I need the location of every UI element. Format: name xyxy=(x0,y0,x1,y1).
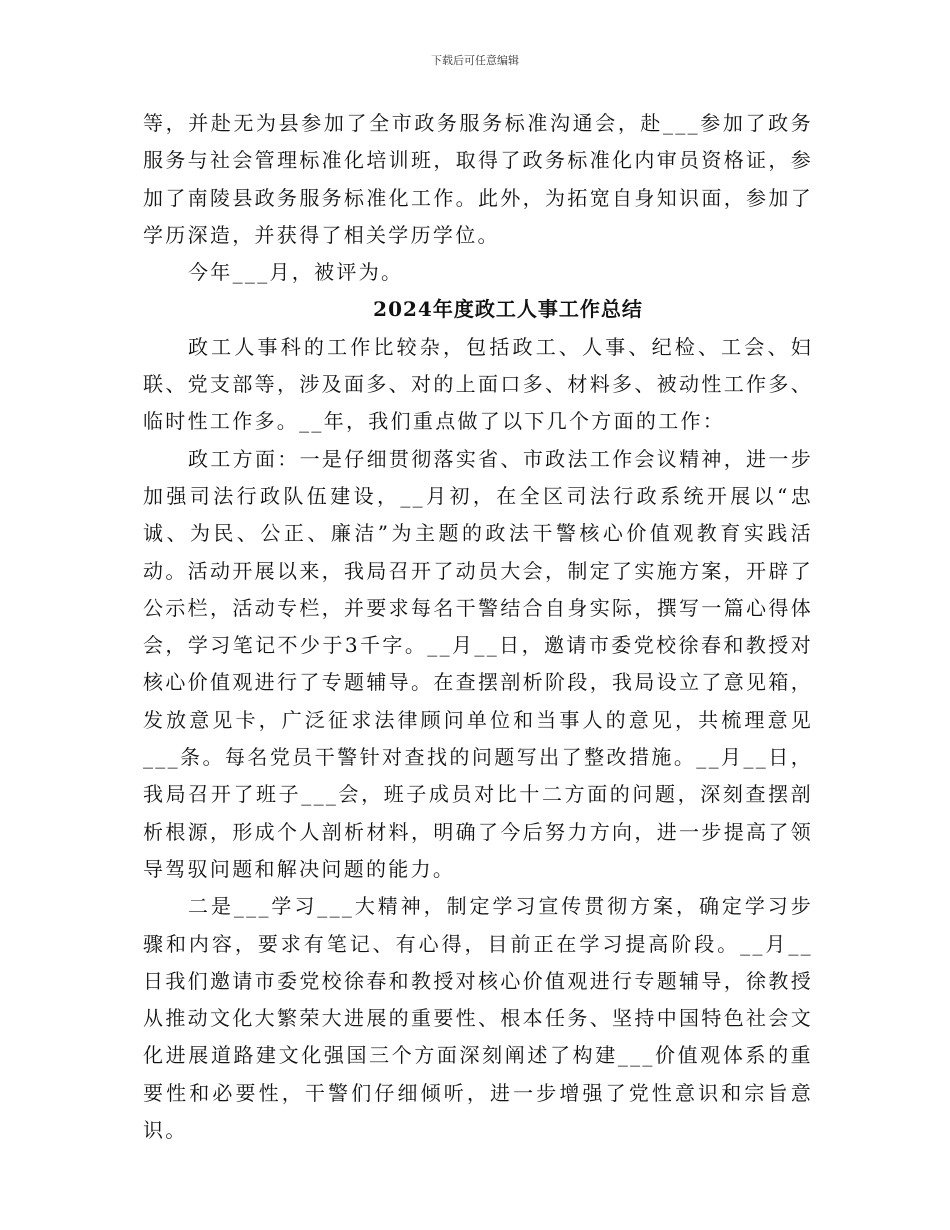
document-title: 2024年度政工人事工作总结 xyxy=(373,297,643,322)
paragraph-continued: 等，并赴无为县参加了全市政务服务标准沟通会，赴___参加了政务服务与社会管理标准化培训班，取得了政务标准化内审员资格证，参加了南陵县政务服务标准化工作。此外，为拓宽自身知识面，参加了学历深造，并获得了相关学历学位。 xyxy=(143,111,813,247)
paragraph-award: 今年___月，被评为。 xyxy=(188,260,404,285)
page-header-note: 下载后可任意编辑 xyxy=(431,54,519,67)
paragraph-second: 二是___学习___大精神，制定学习宣传贯彻方案，确定学习步骤和内容，要求有笔记、有心得，目前正在学习提高阶段。__月__日我们邀请市委党校徐春和教授对核心价值观进行专题辅导，徐教授从推动文化大繁荣大进展的重要性、根本任务、坚持中国特色社会文化进展道路建文化强国三个方面深刻阐述了构建___价值观体系的重要性和必要性，干警们仔细倾听，进一步增强了党性意识和宗旨意识。 xyxy=(143,894,813,1143)
document-body xyxy=(143,105,813,1149)
paragraph-intro: 政工人事科的工作比较杂，包括政工、人事、纪检、工会、妇联、党支部等，涉及面多、对的上面口多、材料多、被动性工作多、临时性工作多。__年，我们重点做了以下几个方面的工作： xyxy=(143,334,813,434)
paragraph-zhenggong: 政工方面：一是仔细贯彻落实省、市政法工作会议精神，进一步加强司法行政队伍建设，__月初，在全区司法行政系统开展以“忠诚、为民、公正、廉洁”为主题的政法干警核心价值观教育实践活动。活动开展以来，我局召开了动员大会，制定了实施方案，开辟了公示栏，活动专栏，并要求每名干警结合自身实际，撰写一篇心得体会，学习笔记不少于3千字。__月__日，邀请市委党校徐春和教授对核心价值观进行了专题辅导。在查摆剖析阶段，我局设立了意见箱，发放意见卡，广泛征求法律顾问单位和当事人的意见，共梳理意见___条。每名党员干警针对查找的问题写出了整改措施。__月__日，我局召开了班子___会，班子成员对比十二方面的问题，深刻查摆剖析根源，形成个人剖析材料，明确了今后努力方向，进一步提高了领导驾驭问题和解决问题的能力。 xyxy=(143,446,813,881)
